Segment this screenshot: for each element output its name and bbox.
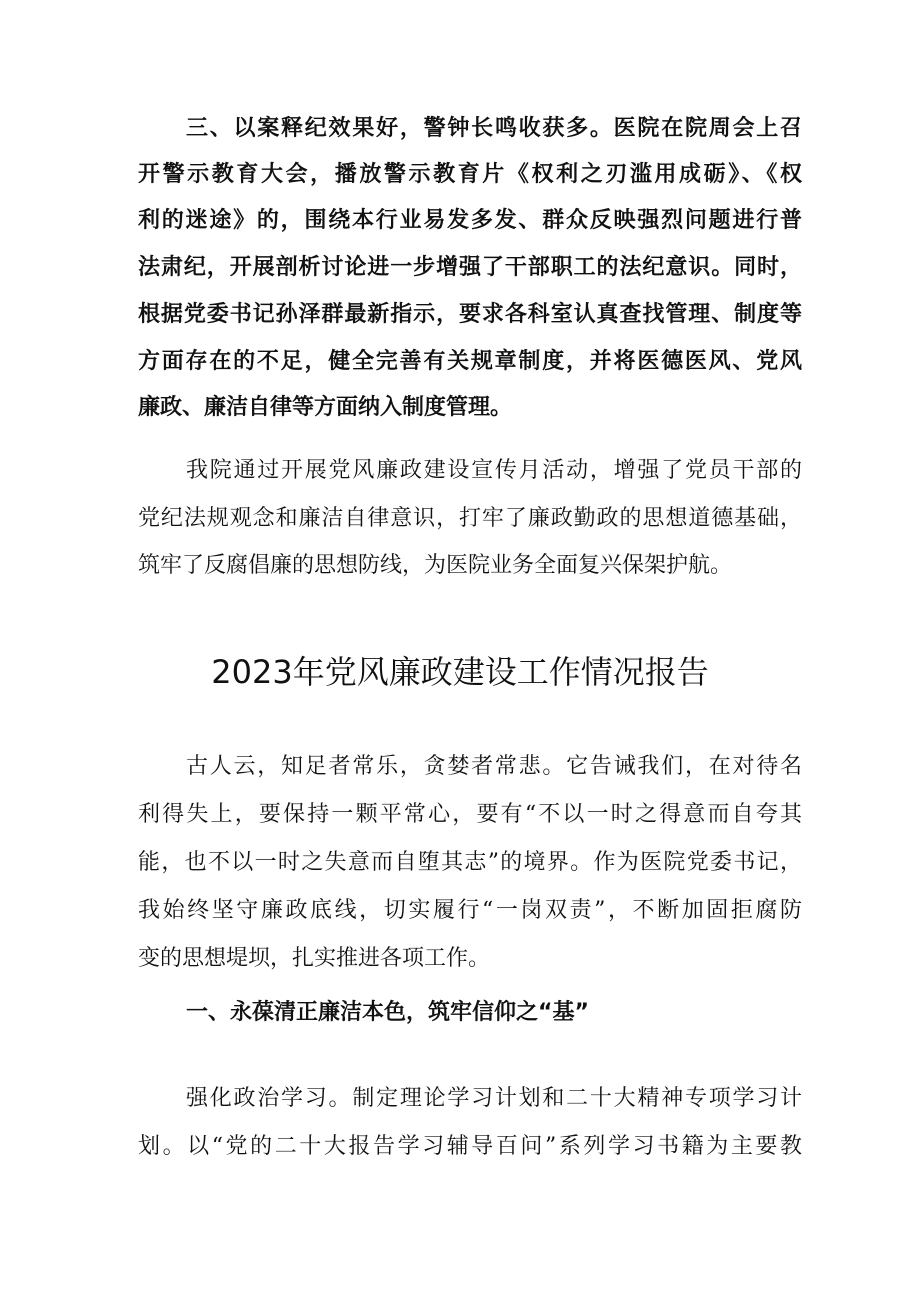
paragraph-line: 能，也不以一时之失意而自堕其志”的境界。作为医院党委书记， [138, 850, 802, 875]
paragraph-line: 强化政治学习。制定理论学习计划和二十大精神专项学习计 [186, 1086, 802, 1111]
paragraph-line: 开警示教育大会，播放警示教育片《权利之刃滥用成砺》、《权 [138, 162, 802, 187]
paragraph-line: 古人云，知足者常乐，贪婪者常悲。它告诫我们，在对待名 [186, 754, 802, 779]
paragraph-line: 划。以“党的二十大报告学习辅导百问”系列学习书籍为主要教 [138, 1134, 802, 1159]
paragraph-line: 党纪法规观念和廉洁自律意识，打牢了廉政勤政的思想道德基础， [138, 506, 802, 531]
paragraph-line: 我始终坚守廉政底线，切实履行“一岗双责”，不断加固拒腐防 [138, 898, 802, 923]
paragraph-line: 利得失上，要保持一颗平常心，要有“不以一时之得意而自夸其 [138, 802, 802, 827]
paragraph-line: 变的思想堤坝，扎实推进各项工作。 [138, 946, 491, 971]
paragraph-line: 我院通过开展党风廉政建设宣传月活动，增强了党员干部的 [186, 458, 802, 483]
paragraph-line: 利的迷途》的，围绕本行业易发多发、群众反映强烈问题进行普 [138, 208, 802, 233]
paragraph-line: 法肃纪，开展剖析讨论进一步增强了干部职工的法纪意识。同时， [138, 255, 802, 280]
paragraph-line: 三、以案释纪效果好，警钟长鸣收获多。医院在院周会上召 [186, 116, 802, 141]
paragraph-line: 根据党委书记孙泽群最新指示，要求各科室认真查找管理、制度等 [138, 302, 802, 327]
paragraph-line: 方面存在的不足，健全完善有关规章制度，并将医德医风、党风 [138, 349, 802, 374]
report-title: 2023年党风廉政建设工作情况报告 [211, 653, 709, 691]
paragraph-line: 廉政、廉洁自律等方面纳入制度管理。 [138, 395, 513, 420]
paragraph-line: 筑牢了反腐倡廉的思想防线，为医院业务全面复兴保架护航。 [138, 553, 733, 578]
section-heading-one: 一、永葆清正廉洁本色，筑牢信仰之“基” [186, 1000, 589, 1025]
